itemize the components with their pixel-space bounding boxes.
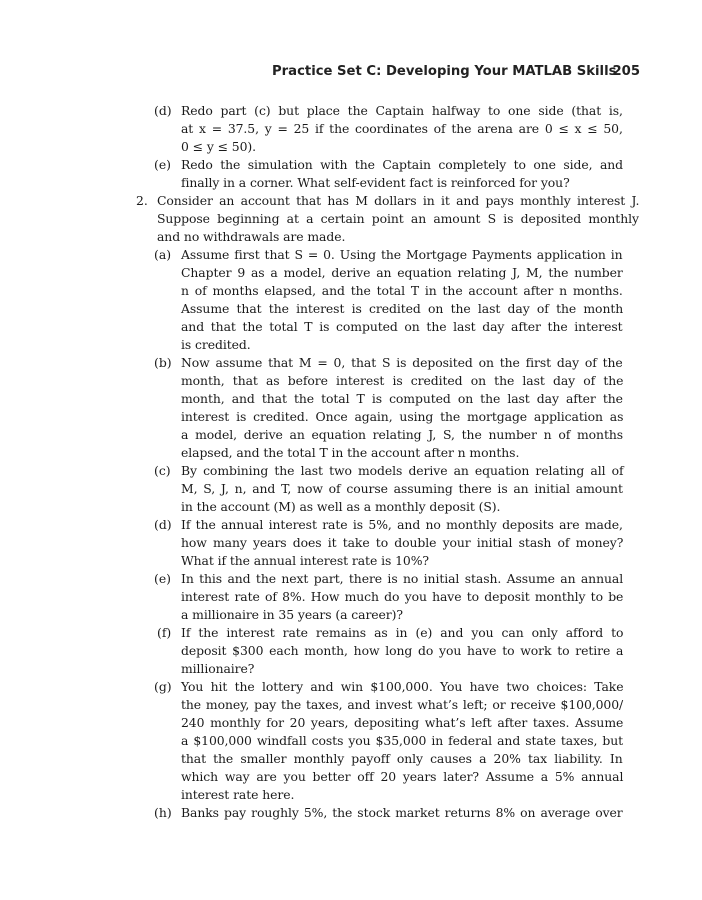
- text-line: By combining the last two models derive an equation relating all of: [181, 463, 624, 478]
- text-line: in the account (M) as well as a monthly deposit (S).: [181, 499, 501, 514]
- text-line: If the interest rate remains as in (e) and you can only afford to: [181, 625, 624, 640]
- item-label: (d): [154, 517, 172, 532]
- text-line: Assume that the interest is credited on the last day of the month: [181, 301, 624, 316]
- text-line: M, S, J, n, and T, now of course assuming there is an initial amount: [181, 481, 623, 496]
- text-line: Redo part (c) but place the Captain halfway to one side (that is,: [181, 103, 623, 118]
- item-label: (f): [157, 625, 172, 640]
- text-line: Assume first that S = 0. Using the Mortgage Payments application in: [181, 247, 623, 262]
- text-line: Redo the simulation with the Captain completely to one side, and: [181, 157, 624, 172]
- text-line: Now assume that M = 0, that S is deposited on the first day of the: [181, 355, 623, 370]
- item-label: (e): [154, 571, 172, 586]
- text-line: interest rate of 8%. How much do you have to deposit monthly to be: [181, 589, 624, 604]
- text-line: interest rate here.: [181, 787, 295, 802]
- running-header: [272, 64, 640, 82]
- text-line: how many years does it take to double your initial stash of money?: [181, 535, 624, 550]
- item-label: (c): [154, 463, 171, 478]
- page-number: 205: [612, 64, 640, 79]
- text-line: month, and that the total T is computed on the last day after the: [181, 391, 623, 406]
- text-line: that the smaller monthly payoff only causes a 20% tax liability. In: [181, 751, 623, 766]
- text-line: If the annual interest rate is 5%, and no monthly deposits are made,: [181, 517, 623, 532]
- text-line: is credited.: [181, 337, 251, 352]
- text-line: Consider an account that has M dollars in it and pays monthly interest J.: [157, 193, 640, 208]
- text-line: and no withdrawals are made.: [157, 229, 346, 244]
- item-label: (g): [154, 679, 172, 694]
- text-line: Banks pay roughly 5%, the stock market returns 8% on average over: [181, 805, 623, 820]
- text-line: Chapter 9 as a model, derive an equation relating J, M, the number: [181, 265, 623, 280]
- text-line: You hit the lottery and win $100,000. You have two choices: Take: [181, 679, 624, 694]
- item-label: (a): [154, 247, 172, 262]
- text-line: and that the total T is computed on the last day after the interest: [181, 319, 623, 334]
- item-label: 2.: [136, 193, 148, 208]
- text-line: a millionaire in 35 years (a career)?: [181, 607, 403, 622]
- item-label: (h): [154, 805, 172, 820]
- text-line: which way are you better off 20 years later? Assume a 5% annual: [181, 769, 624, 784]
- item-label: (b): [154, 355, 172, 370]
- text-line: finally in a corner. What self-evident fact is reinforced for you?: [181, 175, 570, 190]
- text-line: a model, derive an equation relating J, S, the number n of months: [181, 427, 624, 442]
- text-line: 240 monthly for 20 years, depositing what’s left after taxes. Assume: [181, 715, 624, 730]
- text-line: What if the annual interest rate is 10%?: [181, 553, 429, 568]
- text-line: month, that as before interest is credited on the last day of the: [181, 373, 624, 388]
- text-line: In this and the next part, there is no initial stash. Assume an annual: [181, 571, 624, 586]
- item-label: (d): [154, 103, 172, 118]
- text-line: n of months elapsed, and the total T in the account after n months.: [181, 283, 623, 298]
- text-line: interest is credited. Once again, using the mortgage application as: [181, 409, 624, 424]
- text-line: the money, pay the taxes, and invest what’s left; or receive $100,000/: [181, 697, 624, 712]
- text-line: Suppose beginning at a certain point an amount S is deposited monthly: [157, 211, 639, 226]
- running-title: Practice Set C: Developing Your MATLAB Skills: [272, 64, 617, 79]
- text-line: deposit $300 each month, how long do you have to work to retire a: [181, 643, 624, 658]
- item-label: (e): [154, 157, 172, 172]
- text-line: millionaire?: [181, 661, 255, 676]
- text-line: a $100,000 windfall costs you $35,000 in federal and state taxes, but: [181, 733, 624, 748]
- text-line: 0 ≤ y ≤ 50).: [181, 139, 256, 154]
- text-line: at x = 37.5, y = 25 if the coordinates of the arena are 0 ≤ x ≤ 50,: [181, 121, 623, 136]
- text-line: elapsed, and the total T in the account after n months.: [181, 445, 520, 460]
